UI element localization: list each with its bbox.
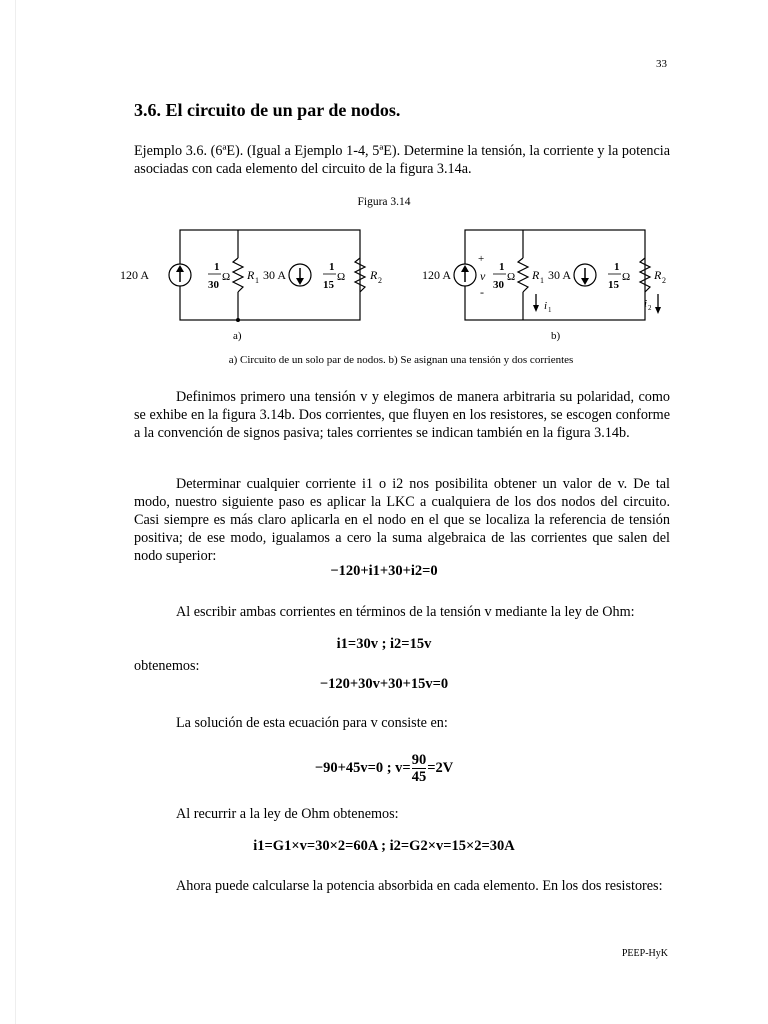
- svg-text:v: v: [480, 269, 486, 283]
- svg-text:Ω: Ω: [622, 271, 631, 283]
- equation-2: i1=30v ; i2=15v: [336, 636, 432, 652]
- figure-caption: a) Circuito de un solo par de nodos. b) Se asignan una tensión y dos corrientes: [228, 354, 574, 366]
- svg-text:1: 1: [499, 261, 505, 273]
- equation-4: −90+45v=0 ; v= $\frac{90}{45}$ =2V: [314, 752, 454, 786]
- resistor-r1-a: [233, 258, 243, 292]
- svg-text:1: 1: [548, 306, 552, 314]
- source-label-30-b: 30 A: [548, 268, 572, 282]
- svg-text:R: R: [370, 268, 378, 282]
- svg-text:R: R: [247, 268, 255, 282]
- svg-text:Ω: Ω: [337, 271, 346, 283]
- equation-1: −120+i1+30+i2=0: [330, 563, 438, 579]
- paragraph-4: La solución de esta ecuación para v consiste en:: [176, 715, 448, 731]
- figure-label-a: a): [233, 330, 242, 342]
- svg-text:2: 2: [662, 276, 666, 285]
- paragraph-1: Definimos primero una tensión v y elegimos de manera arbitraria su polaridad, como se exhibe en la figura 3.14b. Dos corrientes, que fluyen en los resistores, se escogen conforme a la convención de signos pasiva; tales corrientes se indican también en la figura 3.14b.: [134, 389, 670, 441]
- source-label-120-b: 120 A: [422, 268, 452, 282]
- svg-text:Ω: Ω: [507, 271, 516, 283]
- paragraph-6: Ahora puede calcularse la potencia absorbida en cada elemento. En los dos resistores:: [176, 878, 663, 894]
- svg-text:+: +: [478, 253, 485, 265]
- paragraph-2: Determinar cualquier corriente i1 o i2 nos posibilita obtener un valor de v. De tal modo, nuestro siguiente paso es aplicar la LKC a cualquiera de los dos nodos del circuito. Casi siempre es más claro aplicarla en el nodo en el que se localiza la referencia de tensión positiva; de ese modo, igualamos a cero la suma algebraica de las corrientes que salen del nodo superior:: [134, 476, 670, 564]
- example-statement: Ejemplo 3.6. (6ªE). (Igual a Ejemplo 1-4, 5ªE). Determine la tensión, la corriente y la potencia asociadas con cada elemento del circuito de la figura 3.14a.: [134, 143, 670, 177]
- obtenemos-label: obtenemos:: [134, 658, 200, 674]
- svg-text:Ω: Ω: [222, 271, 231, 283]
- svg-text:30: 30: [493, 279, 504, 291]
- figure-label-b: b): [551, 330, 561, 342]
- svg-text:R: R: [532, 268, 540, 282]
- fraction-denominator: 45: [411, 769, 427, 786]
- svg-text:R: R: [654, 268, 662, 282]
- source-label-30-a: 30 A: [263, 268, 287, 282]
- svg-text:2: 2: [648, 304, 652, 312]
- footer-label: PEEP-HyK: [621, 948, 668, 959]
- svg-text:i: i: [544, 300, 548, 312]
- paragraph-5: Al recurrir a la ley de Ohm obtenemos:: [176, 806, 399, 822]
- arrow-down-icon: [655, 307, 661, 314]
- svg-text:1: 1: [255, 276, 259, 285]
- svg-text:1: 1: [614, 261, 620, 273]
- figure-title: Figura 3.14: [357, 196, 411, 208]
- svg-text:15: 15: [608, 279, 619, 291]
- svg-text:-: -: [480, 285, 484, 299]
- circuit-a: [120, 222, 400, 342]
- equation-5: i1=G1×v=30×2=60A ; i2=G2×v=15×2=30A: [253, 838, 515, 854]
- svg-text:1: 1: [214, 261, 220, 273]
- svg-text:1: 1: [540, 276, 544, 285]
- circuit-b: [420, 222, 680, 342]
- svg-text:15: 15: [323, 279, 334, 291]
- fraction-numerator: 90: [411, 752, 427, 769]
- svg-text:2: 2: [378, 276, 382, 285]
- equation-3: −120+30v+30+15v=0: [319, 676, 449, 692]
- svg-text:30: 30: [208, 279, 219, 291]
- paragraph-3: Al escribir ambas corrientes en términos de la tensión v mediante la ley de Ohm:: [176, 604, 635, 620]
- page-edge: [15, 0, 16, 1024]
- arrow-down-icon: [533, 305, 539, 312]
- section-title: 3.6. El circuito de un par de nodos.: [134, 100, 401, 120]
- svg-text:i: i: [644, 298, 648, 310]
- resistor-r1-b: [518, 258, 528, 292]
- source-label-120-a: 120 A: [120, 268, 150, 282]
- page-number: 33: [656, 58, 667, 70]
- svg-text:1: 1: [329, 261, 335, 273]
